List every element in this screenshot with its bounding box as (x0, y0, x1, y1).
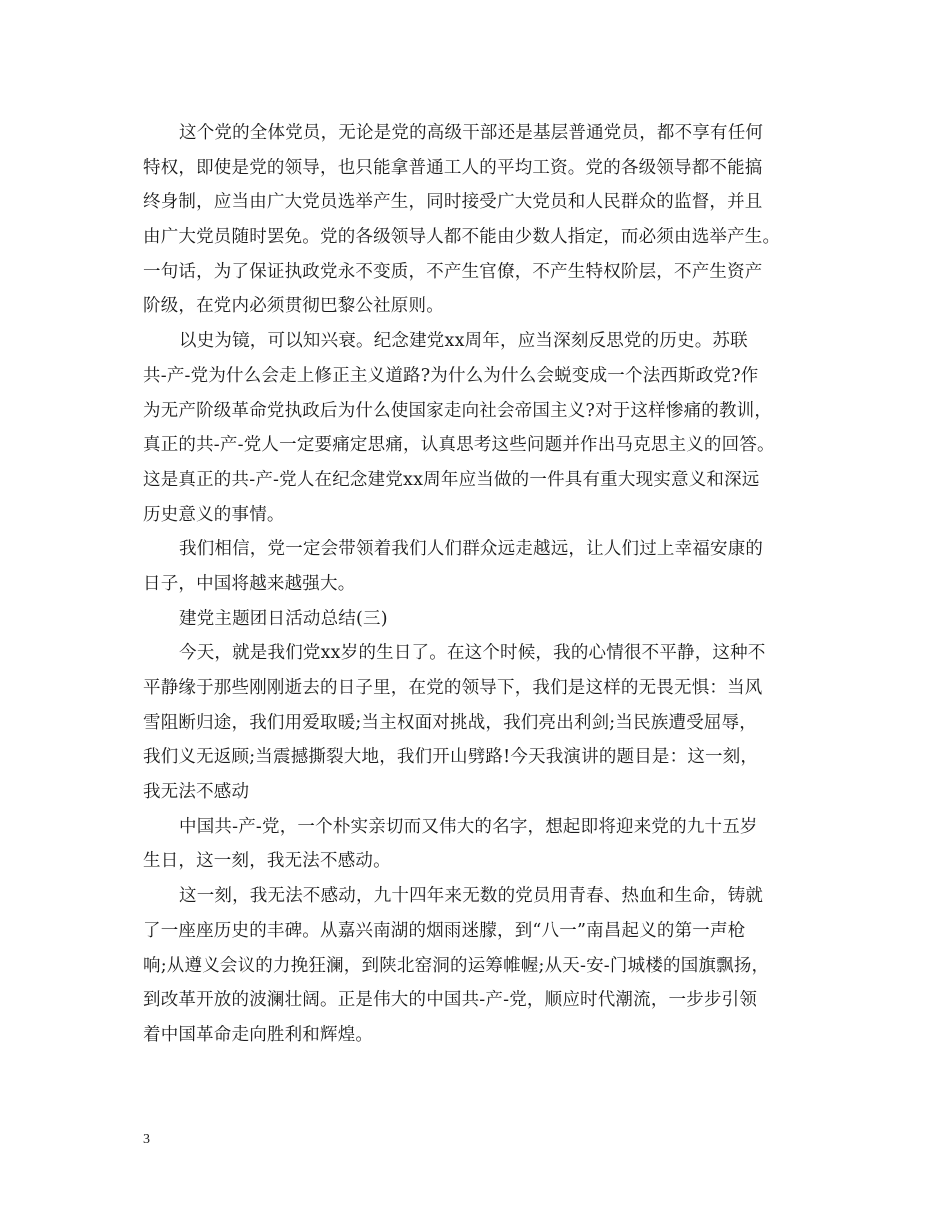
paragraph-line: 这是真正的共-产-党人在纪念建党xx周年应当做的一件具有重大现实意义和深远 (143, 469, 760, 490)
paragraph-line: 这一刻，我无法不感动，九十四年来无数的党员用青春、热血和生命，铸就 (179, 886, 764, 907)
paragraph-line: 一句话，为了保证执政党永不变质，不产生官僚，不产生特权阶层，不产生资产 (143, 261, 763, 282)
paragraph-line: 到改革开放的波澜壮阔。正是伟大的中国共-产-党，顺应时代潮流，一步步引领 (143, 990, 758, 1011)
paragraph-line: 我无法不感动 (143, 782, 250, 803)
paragraph-line: 平静缘于那些刚刚逝去的日子里，在党的领导下，我们是这样的无畏无惧：当风 (143, 678, 763, 698)
document-body (143, 116, 807, 1053)
section-heading: 建党主题团日活动总结(三) (179, 608, 388, 629)
paragraph-line: 雪阻断归途，我们用爱取暖;当主权面对挑战，我们亮出利剑;当民族遭受屈辱， (143, 712, 757, 733)
paragraph-line: 响;从遵义会议的力挽狂澜，到陕北窑洞的运筹帷幄;从天-安-门城楼的国旗飘扬， (143, 955, 770, 976)
page-number: 3 (143, 1132, 150, 1147)
paragraph-line: 阶级，在党内必须贯彻巴黎公社原则。 (143, 296, 444, 317)
paragraph-line: 共-产-党为什么会走上修正主义道路?为什么为什么会蜕变成一个法西斯政党?作 (143, 365, 759, 386)
paragraph-line: 这个党的全体党员，无论是党的高级干部还是基层普通党员，都不享有任何 (179, 123, 764, 143)
paragraph-line: 生日，这一刻，我无法不感动。 (143, 851, 391, 872)
paragraph-line: 由广大党员随时罢免。党的各级领导人都不能由少数人指定，而必须由选举产生。 (143, 227, 781, 248)
paragraph-line: 着中国革命走向胜利和辉煌。 (143, 1024, 374, 1045)
paragraph-line: 了一座座历史的丰碑。从嘉兴南湖的烟雨迷朦，到“八一”南昌起义的第一声枪 (143, 920, 746, 941)
paragraph-line: 以史为镜，可以知兴衰。纪念建党xx周年，应当深刻反思党的历史。苏联 (179, 331, 748, 352)
paragraph-line: 我们义无返顾;当震撼撕裂大地，我们开山劈路!今天我演讲的题目是：这一刻， (143, 747, 759, 768)
paragraph-line: 中国共-产-党，一个朴实亲切而又伟大的名字，想起即将迎来党的九十五岁 (179, 816, 758, 837)
paragraph-line: 日子，中国将越来越强大。 (143, 573, 356, 594)
paragraph-line: 历史意义的事情。 (143, 504, 285, 525)
paragraph-line: 真正的共-产-党人一定要痛定思痛，认真思考这些问题并作出马克思主义的回答。 (143, 435, 775, 456)
paragraph-line: 终身制，应当由广大党员选举产生，同时接受广大党员和人民群众的监督，并且 (143, 192, 763, 213)
paragraph-line: 今天，就是我们党xx岁的生日了。在这个时候，我的心情很不平静，这种不 (179, 643, 766, 664)
paragraph-line: 我们相信，党一定会带领着我们人们群众远走越远，让人们过上幸福安康的 (179, 539, 764, 560)
paragraph-line: 特权，即使是党的领导，也只能拿普通工人的平均工资。党的各级领导都不能搞 (143, 157, 763, 178)
paragraph-line: 为无产阶级革命党执政后为什么使国家走向社会帝国主义?对于这样惨痛的教训， (143, 400, 773, 421)
